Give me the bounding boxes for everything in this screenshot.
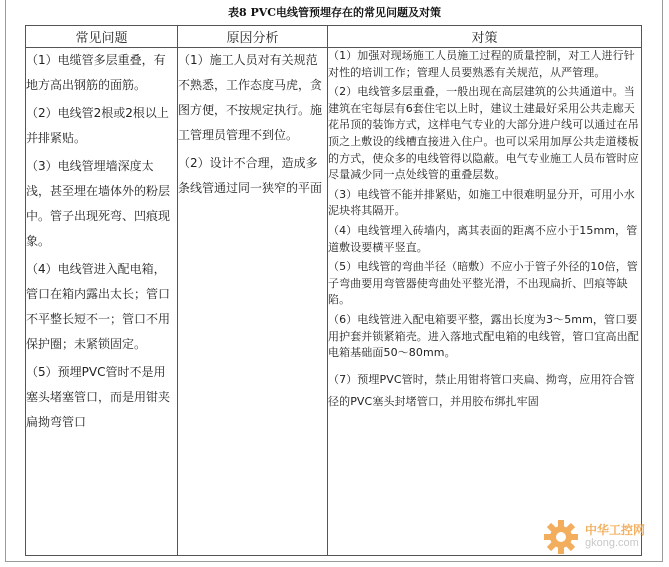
cause-item: （1）施工人员对有关规范不熟悉，工作态度马虎，贪图方便，不按规定执行。施工管理员管理不到位。 <box>178 53 323 142</box>
measure-item: （1）加强对现场施工人员施工过程的质量控制，对工人进行针对性的培训工作；管理人员要熟悉有关规范，从严管理。 <box>328 49 635 79</box>
measure-item: （7）预埋PVC管时，禁止用钳将管口夹扁、拗弯，应用符合管径的PVC塞头封堵管口，并用胶布绑扎牢固 <box>328 372 635 408</box>
watermark-brand: 中华工控网 <box>585 523 646 537</box>
site-watermark <box>541 515 661 559</box>
measure-item: （6）电线管进入配电箱要平整，露出长度为3～5mm，管口要用护套并锁紧箱壳。进入落地式配电箱的电线管，管口宜高出配电箱基础面50～80mm。 <box>328 312 639 360</box>
problems-table <box>25 25 642 556</box>
gear-icon <box>541 517 581 557</box>
content-row <box>26 48 642 556</box>
problem-item: （1）电缆管多层重叠，有地方高出钢筋的面筋。 <box>26 53 166 92</box>
problems-cell <box>26 48 178 556</box>
measure-item: （2）电线管多层重叠，一般出现在高层建筑的公共通道中。当建筑在宅每层有6套住宅以上时，建议土建最好采用公共走廊天花吊顶的装饰方式，这样电气专业的大部分进户线可以通过在吊顶之上敷设的线槽直接进入住户。也可以采用加厚公共走道楼板的方式，使众多的电线管得以隐蔽。电气专业施工人员布管时应尽量减少同一点处线管的重叠层数。 <box>328 85 639 182</box>
problem-item: （4）电线管进入配电箱，管口在箱内露出太长；管口不平整长短不一；管口不用保护圈；未紧锁固定。 <box>26 262 171 351</box>
problem-item: （2）电线管2根或2根以上并排紧贴。 <box>26 106 169 145</box>
causes-cell <box>178 48 328 556</box>
watermark-url: gkong.com <box>585 537 639 549</box>
measure-item: （3）电线管不能并排紧贴，如施工中很难明显分开，可用小水泥块将其隔开。 <box>328 187 635 218</box>
measure-item: （5）电线管的弯曲半径（暗敷）不应小于管子外径的10倍，管子弯曲要用弯管器使弯曲处平整光滑，不出现扁折、凹痕等缺陷。 <box>328 260 638 307</box>
problem-item: （3）电线管埋墙深度太浅，甚至埋在墙体外的粉层中。管子出现死弯、凹痕现象。 <box>26 159 171 248</box>
header-row <box>26 26 642 48</box>
header-causes: 原因分析 <box>178 26 328 48</box>
cause-item: （2）设计不合理，造成多条线管通过同一狭窄的平面 <box>178 156 323 195</box>
header-problems: 常见问题 <box>26 26 178 48</box>
problem-item: （5）预埋PVC管时不是用塞头堵塞管口，而是用钳夹扁拗弯管口 <box>26 365 171 429</box>
measure-item: （4）电线管埋入砖墙内，离其表面的距离不应小于15mm，管道敷设要横平竖直。 <box>328 223 638 254</box>
measures-cell <box>328 48 642 556</box>
header-measures: 对策 <box>328 26 642 48</box>
table-caption: 表8 PVC电线管预埋存在的常见问题及对策 <box>227 6 442 19</box>
